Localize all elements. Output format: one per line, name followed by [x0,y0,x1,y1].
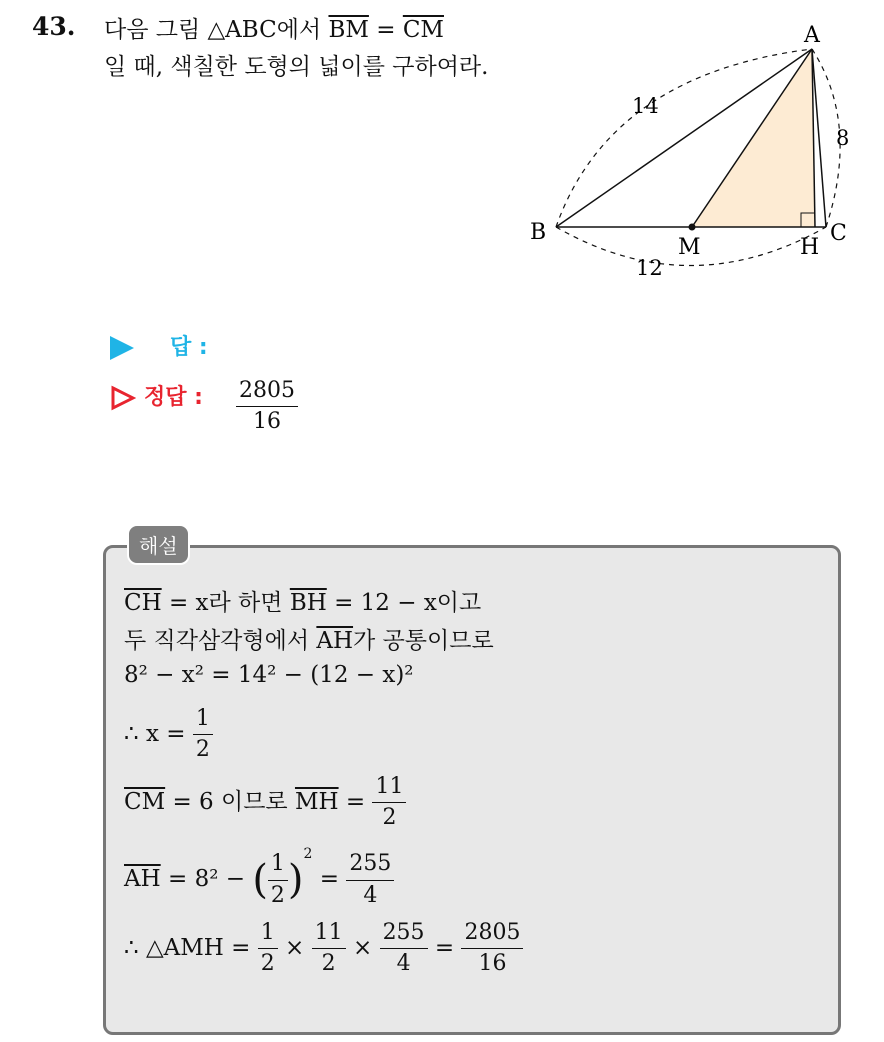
problem-text-2: 일 때, 색칠한 도형의 넓이를 구하여라. [104,54,489,80]
label-b: B [530,220,547,245]
label-c: C [830,221,847,246]
frac-den: 4 [363,882,378,908]
seg-ch: $\overline{CH}$ [124,590,162,616]
answer-label: 답 : [170,335,208,360]
paren-open: ( [252,857,268,903]
frac-num: 255 [346,851,394,880]
line4-pre: ∴ x = [124,720,193,747]
frac-num: 255 [380,920,428,949]
equals-sign: = [368,17,403,43]
answer-numerator: 2805 [236,378,298,407]
line1-end: = 12 − x이고 [326,590,482,616]
seg-cm2: $\overline{CM}$ [124,788,166,815]
solution-line-1 [124,584,481,617]
exponent: 2 [303,846,313,862]
solution-line-5 [124,774,406,832]
line6-eq: = [312,866,347,892]
paren-close: ) [287,857,304,903]
seg-bh: $\overline{BH}$ [289,590,327,616]
seg-mh: $\overline{MH}$ [294,788,339,815]
solution-line-6 [124,846,394,909]
answer-row [110,330,208,361]
frac-num: 11 [312,920,346,949]
line5-eq: = [338,788,373,815]
solution-line-4 [124,706,213,764]
play-triangle-icon [110,336,134,360]
frac-num: 1 [258,920,278,949]
point-m [689,224,696,231]
outline-triangle-icon [110,385,136,411]
triangle-figure [520,14,860,279]
label-h: H [800,235,820,260]
frac-den: 2 [195,737,210,763]
line2-end: 가 공통이므로 [353,628,494,654]
problem-statement [104,12,504,86]
solution-line-3: 8² − x² = 14² − (12 − x)² [124,662,414,688]
correct-answer-label: 정답 : [144,385,203,410]
seg-ah: $\overline{AH}$ [316,628,354,654]
line6-mid: = 8² − [160,866,253,892]
label-a: A [804,23,820,48]
frac-den: 2 [270,882,285,908]
solution-line-7: ∴ △AMH = $\frac{1}{2}$ × $\frac{11}{2}$ × $\frac{255}{4}$ = $\frac{2805}{16}$ [124,920,523,978]
problem-text-1: 다음 그림 △ABC에서 [104,17,329,43]
segment-cm: $\overline{CM}$ [402,17,444,43]
answer-denominator: 16 [253,409,281,435]
line7-pre: ∴ △AMH = [124,934,258,961]
frac-den: 2 [382,805,397,831]
segment-bm: $\overline{BM}$ [328,17,369,43]
frac-num: 1 [193,706,213,735]
label-14: 14 [632,94,659,118]
frac-den: 2 [321,951,336,977]
frac-den: 4 [396,951,411,977]
frac-den: 2 [260,951,275,977]
line1-mid: = x라 하면 [161,590,290,616]
label-8: 8 [836,126,850,150]
frac-num: 2805 [461,920,523,949]
problem-number: 43. [32,12,76,41]
line5-mid: = 6 이므로 [165,788,295,815]
line2-pre: 두 직각삼각형에서 [124,628,317,654]
seg-ah2: $\overline{AH}$ [124,866,161,892]
correct-answer-row [110,380,203,411]
label-12: 12 [636,256,663,279]
frac-num: 11 [372,774,406,803]
frac-den: 16 [478,951,507,977]
answer-fraction [236,378,298,436]
label-m: M [678,235,701,260]
solution-line-2 [124,622,494,655]
frac-num: 1 [268,851,288,880]
solution-tag: 해설 [127,524,190,565]
